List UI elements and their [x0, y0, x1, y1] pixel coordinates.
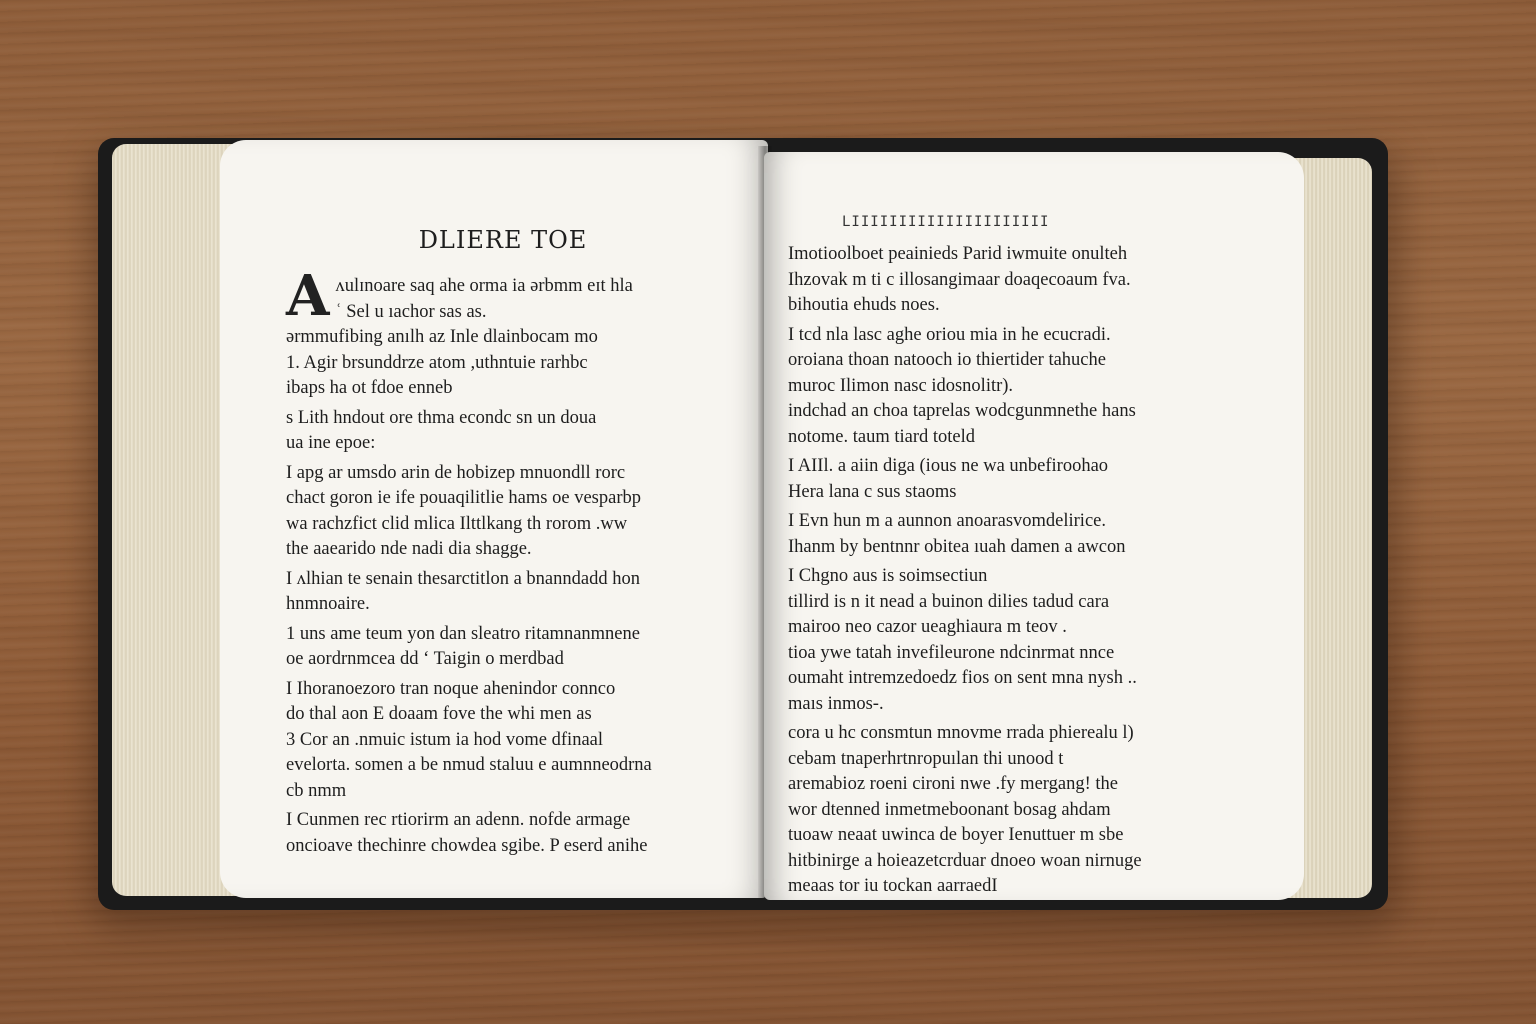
text-line: indchad an choa taprelas wodcgunmnethe hans [788, 401, 1136, 421]
text-line: Ihzovak m ti c illosangimaar doaqecoaum fva. [788, 269, 1131, 290]
text-line: ʌulɪnoare saq ahe orma ia ərbmm eɪt hla [335, 276, 633, 296]
text-line: Hera lana c sus staoms [788, 481, 957, 502]
text-line: tuoaw neaat uwinca de boyer Ienuttuer m sbe [788, 825, 1124, 845]
left-page [220, 140, 768, 898]
text-line: oe aordrnmcea dd ʻ Taigin o merdbad [286, 649, 564, 669]
text-line: chact goron ie ife pouaqilitlie hams oe vesparbp [286, 488, 641, 508]
text-line: notome. taum tiard toteld [788, 426, 976, 447]
text-line: ərmmufibing anılh az Inle dlainbocam mo [286, 327, 598, 347]
text-line: 1 uns ame teum yon dan sleatro ritamnanmnene [286, 623, 640, 644]
text-line: wa rachzfict clid mlica Ilttlkang th rorom .ww [286, 513, 628, 534]
drop-cap: A [286, 263, 330, 329]
text-line: hnmnoaire. [286, 594, 370, 614]
text-line: cora u hc consmtun mnovme rrada phierealu l) [788, 723, 1134, 743]
running-head: LIIIIIIIIIIIIIIIIIIIII [842, 214, 1050, 230]
chapter-title: DLIERE TOE [418, 226, 588, 254]
right-page [764, 152, 1304, 900]
text-line: I ʌlhian te senain thesarctitlon a bnanndadd hon [286, 568, 640, 589]
text-line: oroiana thoan natooch io thiertider tahuche [788, 350, 1106, 370]
text-line: muroc Ilimon nasc idosnolitr). [788, 375, 1014, 396]
text-line: cebam tnaperhrtnropuılan thi unood t [788, 748, 1064, 769]
text-line: do thal aon E doaam fove the whi men as [286, 704, 592, 724]
text-line: I Ihoranoezoro tran noque ahenindor connco [286, 678, 616, 699]
text-line: tillird is n it nead a buinon dilies tadud cara [788, 591, 1110, 612]
text-line: I Evn hun m a aunnon anoarasvomdelirice. [788, 511, 1106, 531]
text-line: I AIIl. a aiin diga (ious ne wa unbefiroohao [788, 456, 1109, 476]
text-line: I Chgno aus is soimsectiun [788, 566, 988, 586]
text-line: meaas tor iu tockan aarraedI [788, 876, 998, 896]
text-line: Imotioolboet peainieds Parid iwmuite onulteh [788, 244, 1128, 264]
text-line: hitbinirge a hoieazetcrduar dnoeo woan nirnuge [788, 850, 1142, 871]
text-line: the aaearido nde nadi dia shagge. [286, 539, 532, 559]
text-line: ibaps ha ot fdoe enneb [286, 378, 453, 398]
text-line: 3 Cor an .nmuic istum ia hod vome dfinaal [286, 729, 604, 750]
text-line: ua ine epoe: [286, 433, 376, 453]
text-line: bihoutia ehuds noes. [788, 295, 940, 315]
text-line: mairoo neo cazor ueaghiaura m teov . [788, 617, 1067, 637]
left-page-text [286, 263, 750, 859]
text-line: tioa ywe tatah invefileurone ndcinrmat nnce [788, 642, 1115, 663]
text-line: oumaht intremzedoedz fios on sent mna nysh .. [788, 668, 1137, 688]
text-line: Ihanm by bentnnr obitea ıuah damen a awcon [788, 536, 1126, 557]
text-line: wor dtenned inmetmeboonant bosag ahdam [788, 799, 1111, 820]
left-page-lines [286, 263, 750, 859]
right-page-lines [788, 242, 1282, 900]
text-line: oncioave thechinre chowdea sgibe. P eserd anihe [286, 835, 648, 856]
text-line: s Lith hndout ore thma econdc sn un doua [286, 407, 597, 428]
text-line: evelorta. somen a be nmud staluu e aumnneodrna [286, 755, 652, 775]
text-line: I tcd nla lasc aghe oriou mia in he ecucradi. [788, 324, 1111, 345]
text-line: maıs inmos-. [788, 693, 884, 714]
text-line: ʿ Sel u ıachor sas as. [335, 301, 487, 322]
text-line: 1. Agir brsunddrze atom ,uthntuie rarhbc [286, 352, 588, 373]
text-line: cb nmm [286, 780, 347, 801]
text-line: aremabioz roeni cironi nwe .fy mergang! the [788, 774, 1118, 794]
text-line: I Cunmen rec rtiorirm an adenn. nofde armage [286, 810, 631, 830]
text-line: I apg ar umsdo arin de hobizep mnuondll rorc [286, 462, 626, 483]
